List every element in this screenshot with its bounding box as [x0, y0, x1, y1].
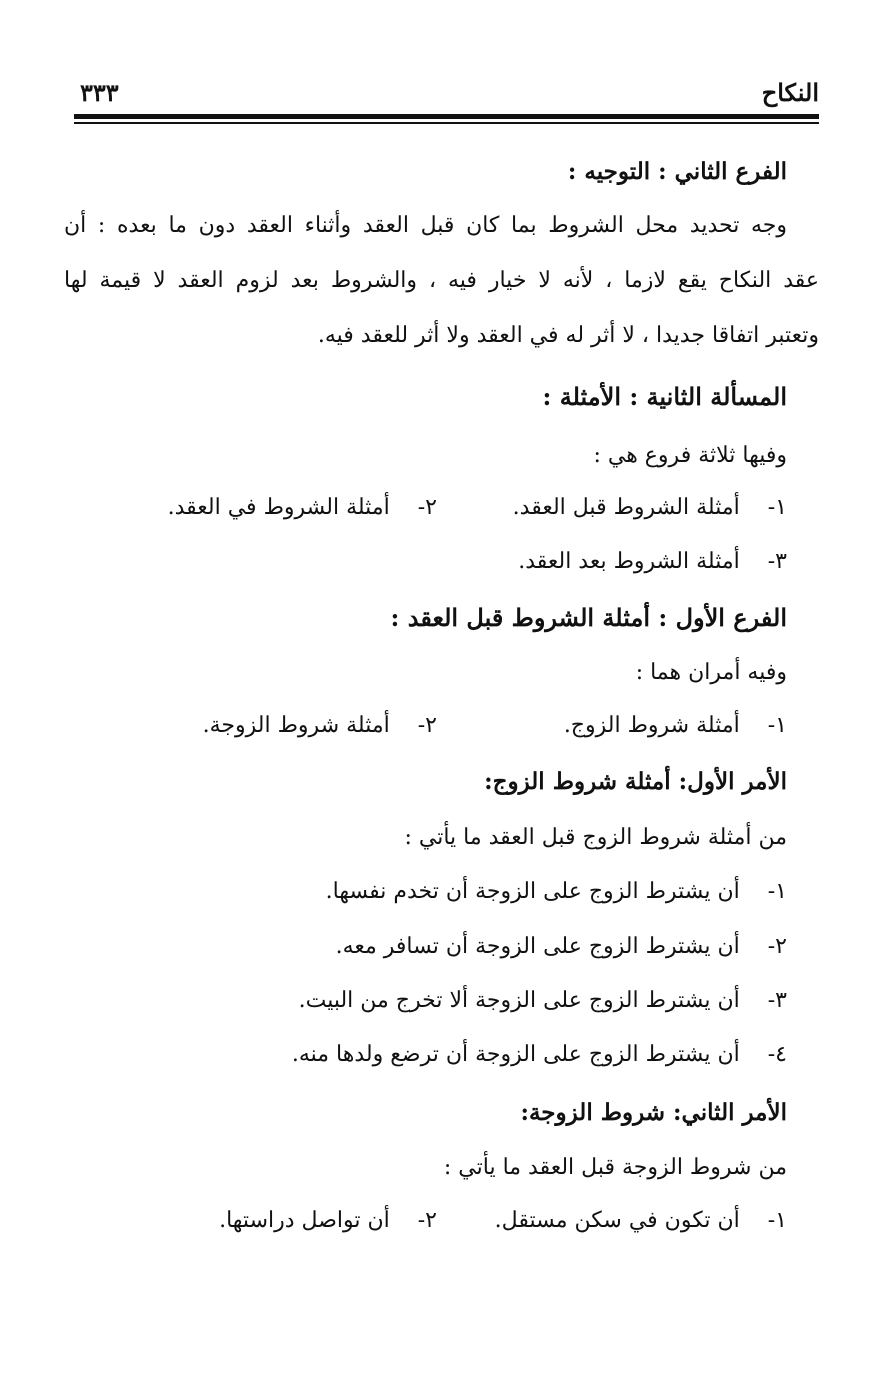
list-item [495, 1208, 787, 1233]
section-heading-tawjih: الفرع الثاني : التوجيه : [567, 158, 787, 185]
item-text: أمثلة الشروط قبل العقد. [512, 495, 740, 520]
list-item [168, 495, 437, 520]
list-item [513, 495, 787, 520]
item-text: أمثلة الشروط في العقد. [167, 495, 390, 520]
item-number: ٢- [417, 495, 437, 520]
item-number: ٤- [767, 1042, 787, 1067]
intro-wife-examples: من شروط الزوجة قبل العقد ما يأتي : [443, 1155, 787, 1180]
section-heading-husband-conditions: الأمر الأول: أمثلة شروط الزوج: [484, 768, 787, 795]
intro-two-matters: وفيه أمران هما : [635, 660, 787, 685]
list-item [564, 713, 787, 738]
paragraph-line-1: وجه تحديد محل الشروط بما كان قبل العقد وأثناء العقد دون ما بعده : أن [64, 213, 787, 238]
list-item [326, 879, 787, 904]
item-text: أمثلة شروط الزوج. [563, 713, 740, 738]
list-item [203, 713, 437, 738]
item-text: أمثلة شروط الزوجة. [202, 713, 390, 738]
running-header [74, 72, 819, 112]
item-number: ١- [767, 1208, 787, 1233]
item-number: ١- [767, 879, 787, 904]
list-item [299, 988, 787, 1013]
item-text: أن تكون في سكن مستقل. [494, 1208, 740, 1233]
paragraph-line-2: عقد النكاح يقع لازما ، لأنه لا خيار فيه ، والشروط بعد لزوم العقد لا قيمة لها [64, 268, 819, 293]
item-text: أن تواصل دراستها. [219, 1208, 390, 1233]
section-heading-examples: المسألة الثانية : الأمثلة : [542, 382, 787, 411]
page-number: ٣٣٣ [80, 78, 119, 107]
item-number: ٢- [417, 713, 437, 738]
item-text: أن يشترط الزوج على الزوجة أن تخدم نفسها. [325, 879, 740, 904]
list-item [219, 1208, 437, 1233]
item-number: ٢- [767, 934, 787, 959]
intro-husband-examples: من أمثلة شروط الزوج قبل العقد ما يأتي : [404, 825, 787, 850]
item-text: أمثلة الشروط بعد العقد. [518, 549, 740, 574]
item-number: ٢- [417, 1208, 437, 1233]
header-rule-thin [74, 122, 819, 124]
header-rule-thick [74, 114, 819, 119]
chapter-title: النكاح [761, 78, 819, 107]
item-text: أن يشترط الزوج على الزوجة ألا تخرج من البيت. [298, 988, 740, 1013]
item-number: ١- [767, 495, 787, 520]
list-item [336, 934, 787, 959]
item-number: ١- [767, 713, 787, 738]
list-item [292, 1042, 787, 1067]
section-heading-wife-conditions: الأمر الثاني: شروط الزوجة: [520, 1099, 787, 1126]
paragraph-line-3: وتعتبر اتفاقا جديدا ، لا أثر له في العقد ولا أثر للعقد فيه. [317, 323, 819, 348]
item-number: ٣- [767, 549, 787, 574]
item-text: أن يشترط الزوج على الزوجة أن تسافر معه. [335, 934, 740, 959]
intro-three-branches: وفيها ثلاثة فروع هي : [593, 443, 787, 468]
section-heading-before-contract: الفرع الأول : أمثلة الشروط قبل العقد : [390, 603, 787, 632]
list-item [518, 549, 787, 574]
item-text: أن يشترط الزوج على الزوجة أن ترضع ولدها منه. [291, 1042, 740, 1067]
item-number: ٣- [767, 988, 787, 1013]
